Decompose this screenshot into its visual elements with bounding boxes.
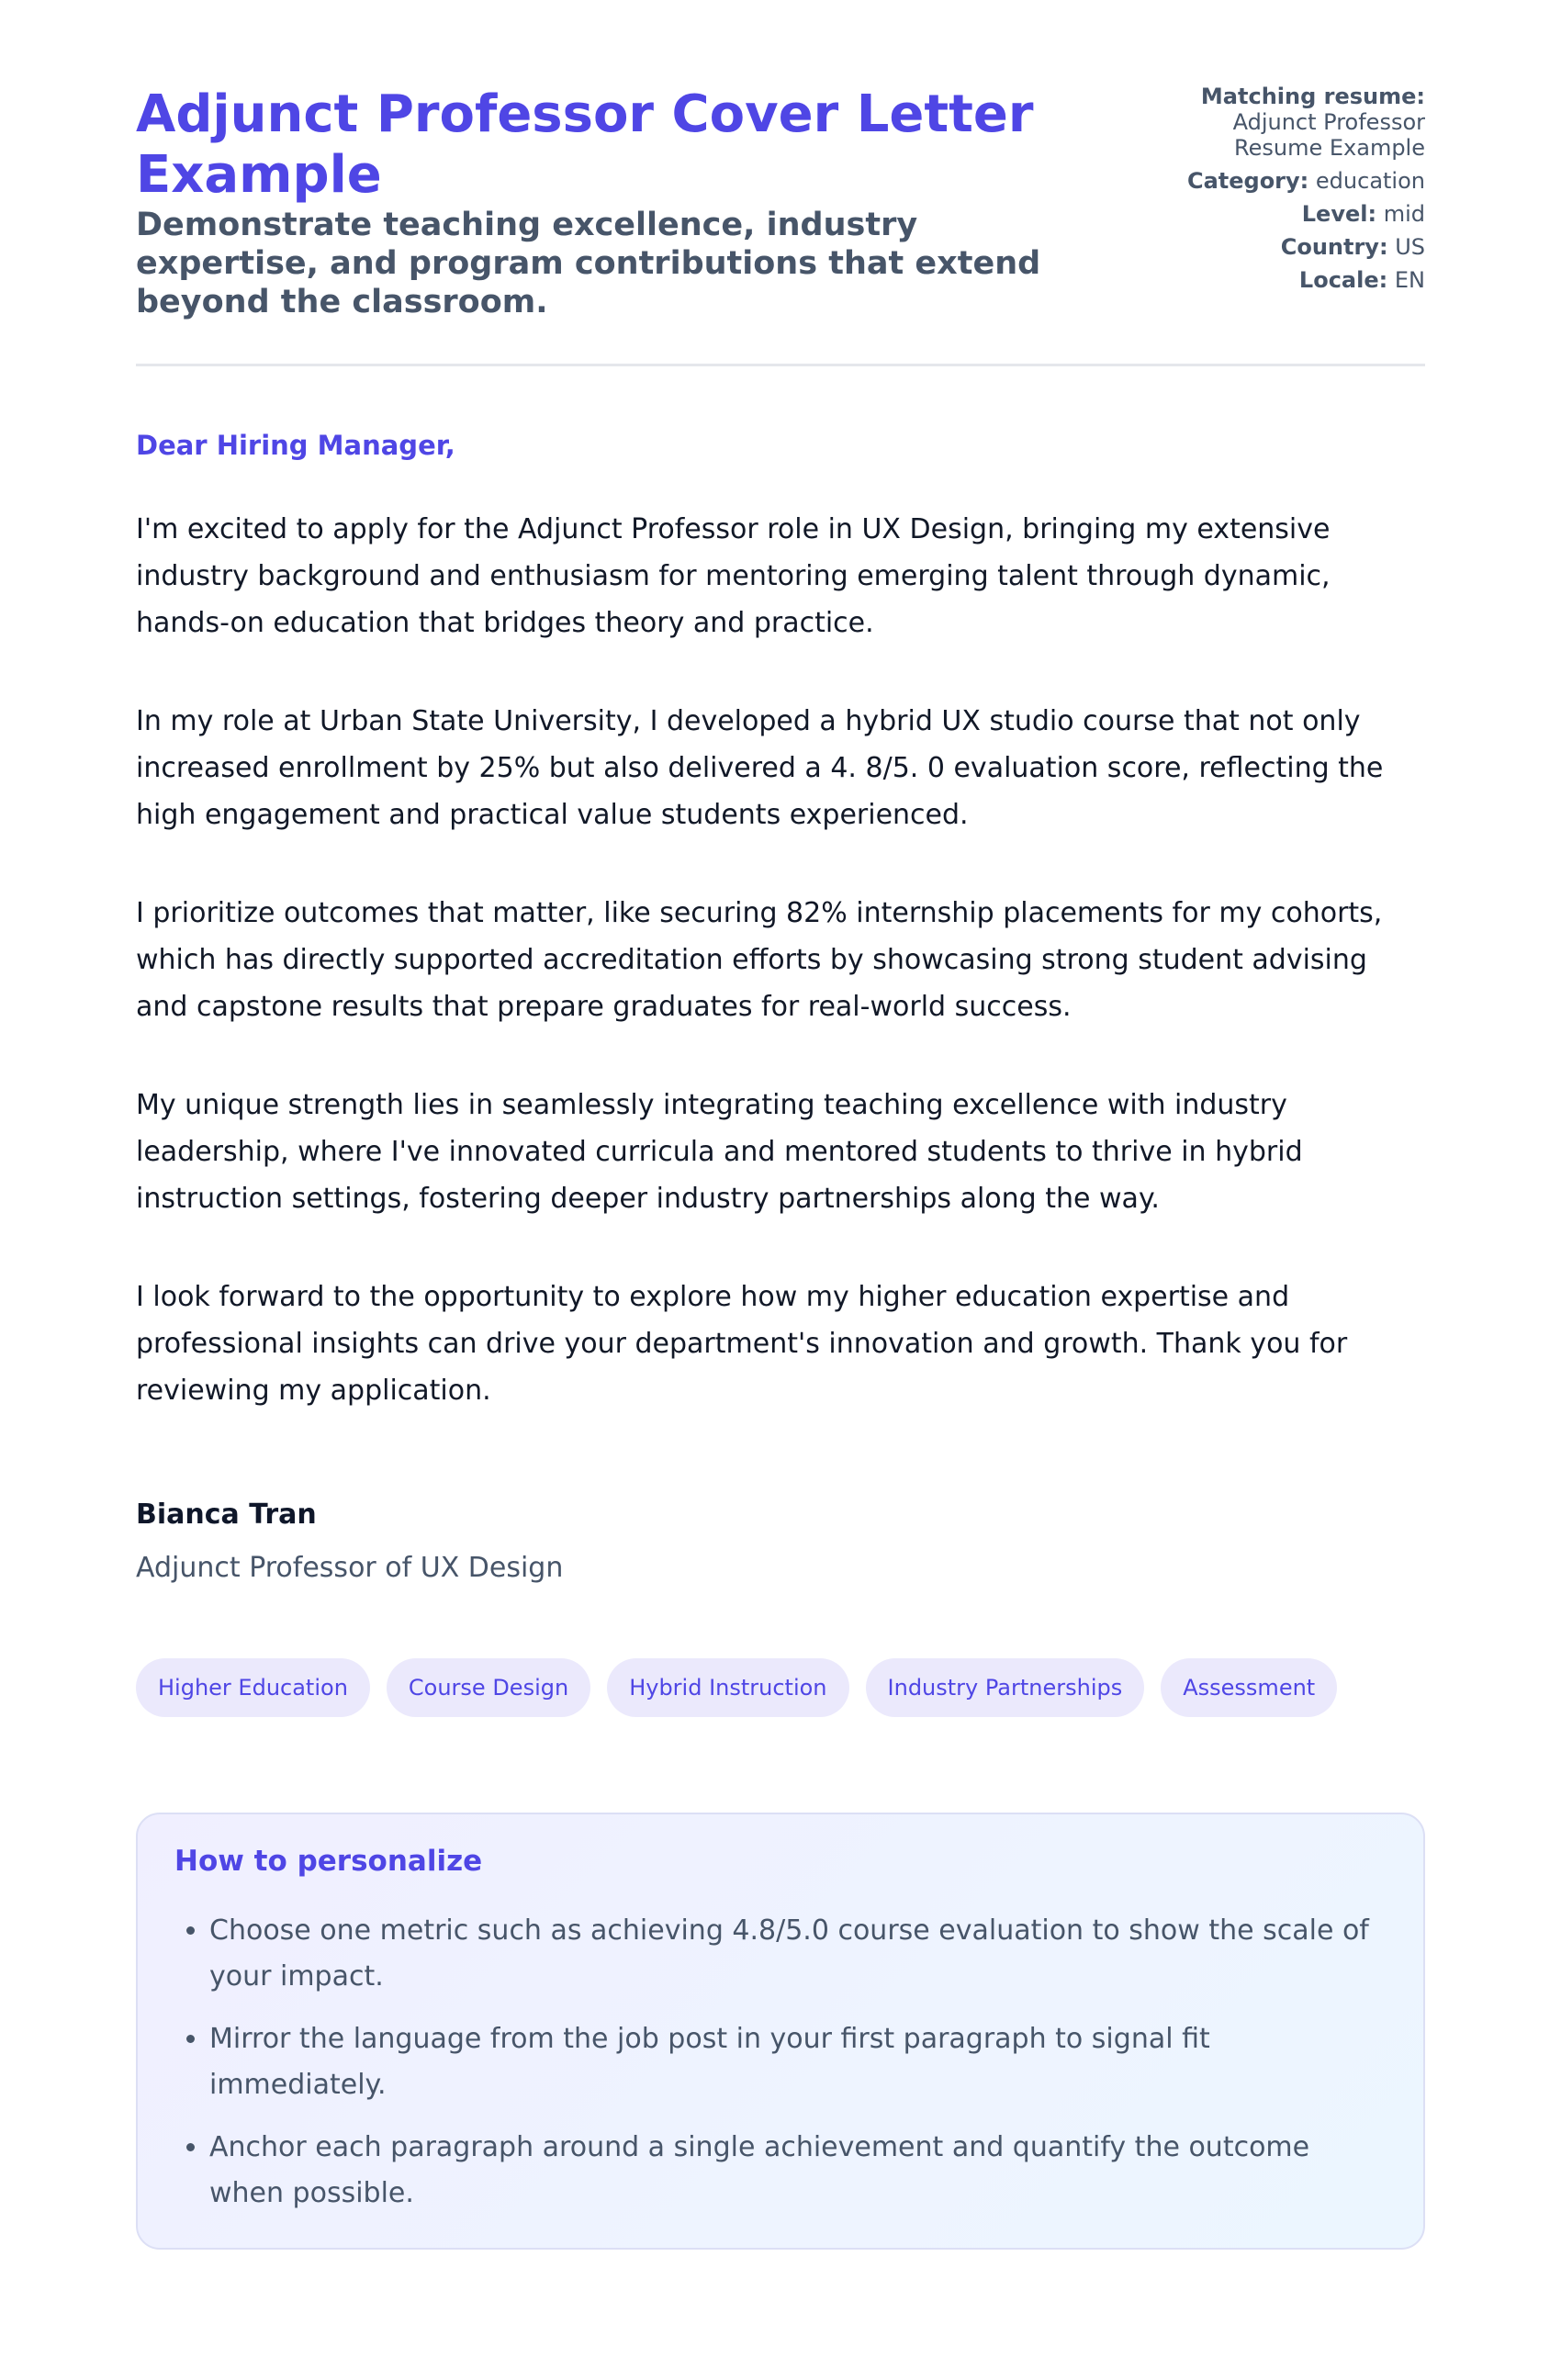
- tag-higher-education[interactable]: Higher Education: [136, 1658, 370, 1717]
- meta-locale-label: Locale:: [1298, 267, 1388, 293]
- personalize-tips-card: [136, 1813, 1425, 2250]
- meta-locale: [1186, 267, 1425, 293]
- meta-country-label: Country:: [1280, 234, 1388, 260]
- meta-panel: [1186, 84, 1425, 300]
- meta-country-value: US: [1395, 234, 1425, 260]
- meta-category: [1186, 168, 1425, 194]
- signature-block: [136, 1497, 1425, 1587]
- page-header: [136, 84, 1425, 321]
- header-divider: [136, 364, 1425, 366]
- meta-country: [1186, 234, 1425, 260]
- meta-level-value: mid: [1383, 201, 1425, 227]
- meta-matching-resume: [1186, 84, 1425, 161]
- letter-body: [136, 429, 1425, 1587]
- tag-assessment[interactable]: Assessment: [1161, 1658, 1337, 1717]
- letter-paragraph: My unique strength lies in seamlessly integrating teaching excellence with industry leadership, where I've innovated curricula and mentored students to thrive in hybrid instruction settings, fostering deeper industry partnerships along the way.: [136, 1089, 1303, 1215]
- tag-list: [136, 1658, 1425, 1717]
- letter-paragraph: I'm excited to apply for the Adjunct Professor role in UX Design, bringing my extensive industry background and enthusiasm for mentoring emerging talent through dynamic, hands-on education that bridges theory and practice.: [136, 513, 1331, 639]
- salutation: Dear Hiring Manager,: [136, 430, 455, 461]
- tag-course-design[interactable]: Course Design: [387, 1658, 590, 1717]
- header-titles: [136, 84, 1109, 321]
- meta-matching-resume-label: Matching resume:: [1200, 84, 1425, 109]
- meta-locale-value: EN: [1394, 267, 1425, 293]
- meta-level-label: Level:: [1301, 201, 1377, 227]
- meta-level: [1186, 201, 1425, 227]
- letter-paragraph: I prioritize outcomes that matter, like securing 82% internship placements for my cohorts, which has directly supported accreditation efforts by showcasing strong student advising and capstone results that prepare graduates for real-world success.: [136, 897, 1383, 1023]
- meta-category-label: Category:: [1186, 168, 1309, 194]
- page-subtitle: Demonstrate teaching excellence, industry expertise, and program contributions that extend beyond the classroom.: [136, 207, 1041, 320]
- tips-list: [174, 1908, 1387, 2217]
- tips-title: How to personalize: [174, 1845, 483, 1878]
- letter-paragraphs: [136, 506, 1425, 1414]
- letter-paragraph: In my role at Urban State University, I developed a hybrid UX studio course that not only increased enrollment by 25% but also delivered a 4. 8/5. 0 evaluation score, reflecting the high engagement and practical value students experienced.: [136, 705, 1384, 831]
- signature-title: Adjunct Professor of UX Design: [136, 1552, 564, 1584]
- page-title: Adjunct Professor Cover Letter Example: [136, 84, 1034, 205]
- tag-industry-partnerships[interactable]: Industry Partnerships: [866, 1658, 1145, 1717]
- signature-name: Bianca Tran: [136, 1499, 317, 1531]
- meta-category-value: education: [1315, 168, 1425, 194]
- meta-matching-resume-link[interactable]: Adjunct Professor Resume Example: [1232, 109, 1425, 161]
- tip-item: • Mirror the language from the job post in your first paragraph to signal fit immediately.: [209, 2016, 1387, 2108]
- tip-item: • Anchor each paragraph around a single achievement and quantify the outcome when possible.: [209, 2125, 1387, 2217]
- letter-paragraph: I look forward to the opportunity to explore how my higher education expertise and professional insights can drive your department's innovation and growth. Thank you for reviewing my application.: [136, 1281, 1348, 1407]
- tag-hybrid-instruction[interactable]: Hybrid Instruction: [607, 1658, 848, 1717]
- cover-letter-page: [136, 0, 1425, 2250]
- tip-item: • Choose one metric such as achieving 4.8/5.0 course evaluation to show the scale of your impact.: [209, 1908, 1387, 2000]
